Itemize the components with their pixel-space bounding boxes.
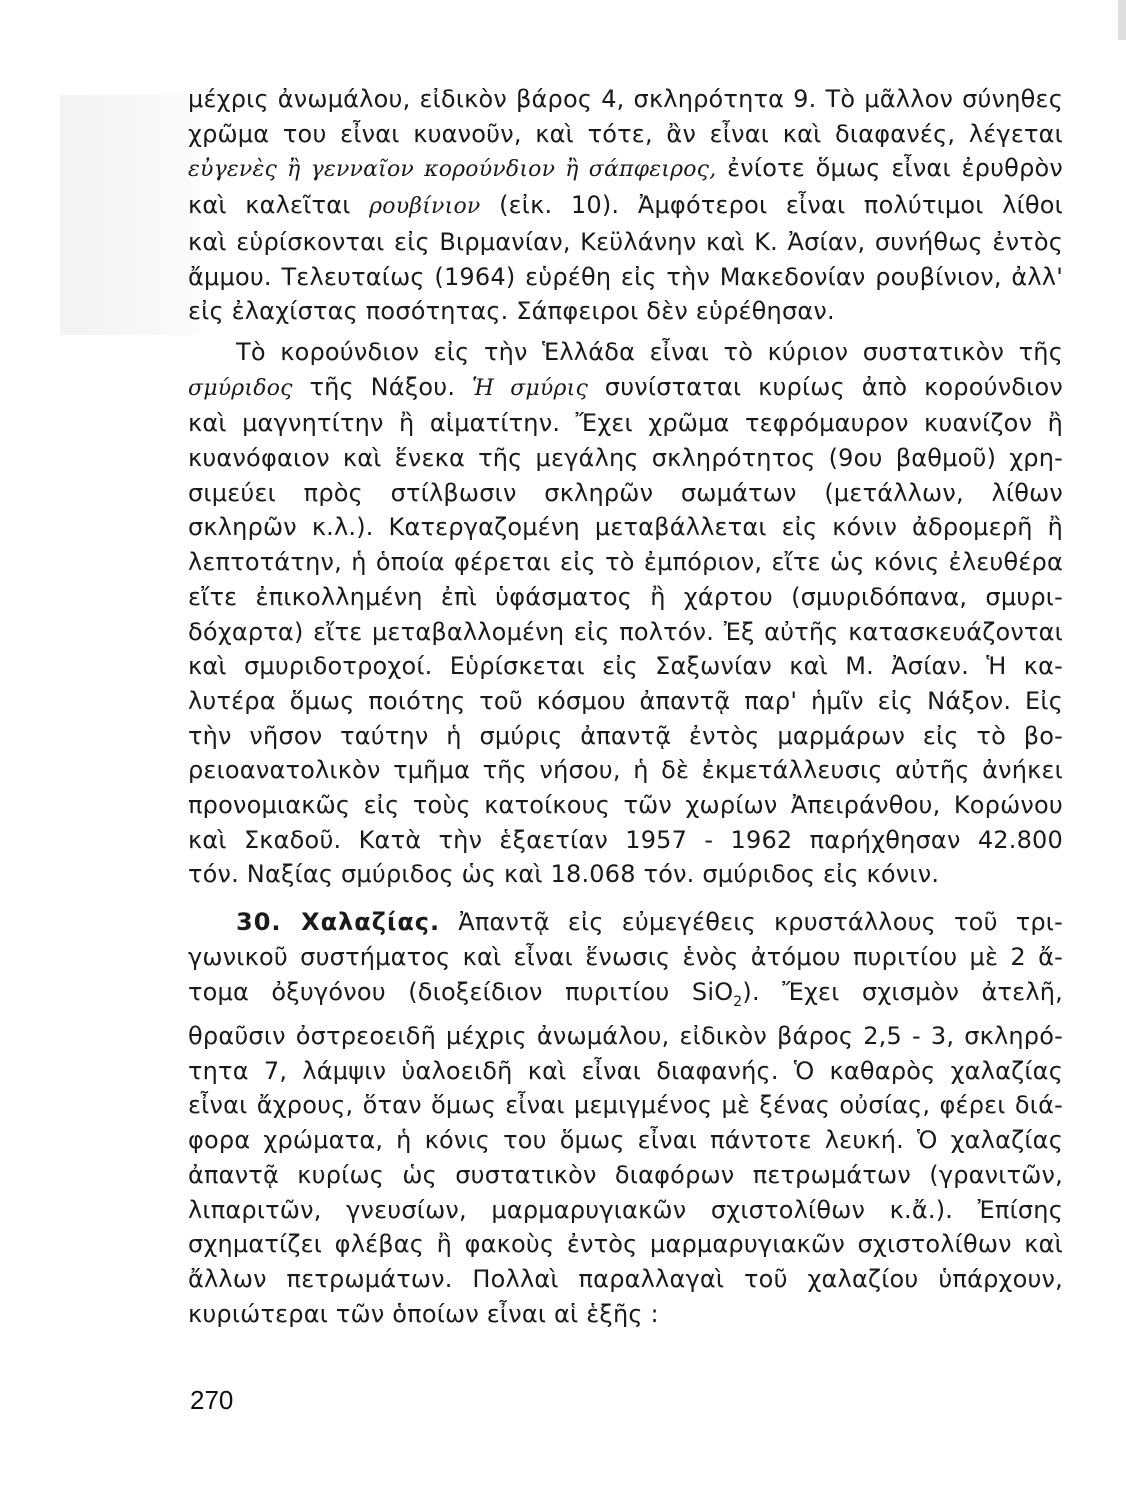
text-span: καὶ καλεῖται — [188, 191, 370, 220]
text-line: ἄμμου. Τελευταίως (1964) εὑρέθη εἰς τὴν Μακεδονίαν ρουβίνιον, ἀλλ' — [188, 262, 1063, 291]
text-line — [188, 151, 1063, 188]
text-line: θραῦσιν ὀστρεοειδῆ μέχρις ἀνωμάλου, εἰδικὸν βάρος 2,5 - 3, σκληρό- — [188, 1022, 1063, 1051]
italic-term: ρουβίνιον — [369, 194, 481, 220]
italic-term: σμύριδος — [188, 375, 293, 401]
text-line: εἴτε ἐπικολλημένη ἐπὶ ὑφάσματος ἢ χάρτου (σμυριδόπανα, σμυρι- — [188, 582, 1063, 611]
text-line: τὴν νῆσον ταύτην ἡ σμύρις ἀπαντᾷ ἐντὸς μαρμάρων εἰς τὸ βο- — [188, 721, 1063, 750]
text-line: χρῶμα του εἶναι κυανοῦν, καὶ τότε, ἂν εἶναι καὶ διαφανές, λέγεται — [188, 119, 1063, 148]
text-span: τῆς Νάξου. — [292, 372, 473, 401]
text-line: καὶ εὑρίσκονται εἰς Βιρμανίαν, Κεϋλάνην καὶ Κ. Ἀσίαν, συνήθως ἐντὸς — [188, 227, 1063, 256]
text-line: εἰς ἐλαχίστας ποσότητας. Σάπφειροι δὲν εὑρέθησαν. — [188, 297, 835, 326]
subscript: 2 — [733, 993, 743, 1010]
paragraph-corundum-continued — [188, 82, 1063, 329]
text-line: καὶ Σκαδοῦ. Κατὰ τὴν ἑξαετίαν 1957 - 1962 παρήχθησαν 42.800 — [188, 825, 1063, 854]
section-heading: 30. Χαλαζίας. — [236, 908, 441, 937]
text-line: μέχρις ἀνωμάλου, εἰδικὸν βάρος 4, σκληρότητα 9. Τὸ μᾶλλον σύνηθες — [188, 85, 1063, 113]
text-line: κυανόφαιον καὶ ἕνεκα τῆς μεγάλης σκληρότητος (9ου βαθμοῦ) χρη- — [188, 444, 1063, 473]
text-line: Τὸ κορούνδιον εἰς τὴν Ἑλλάδα εἶναι τὸ κύριον συστατικὸν τῆς — [236, 337, 1063, 366]
italic-term: Ἡ σμύρις — [472, 375, 588, 401]
paragraph-emery — [188, 335, 1063, 892]
bleed-through-shadow — [60, 95, 200, 335]
text-line: γωνικοῦ συστήματος καὶ εἶναι ἕνωσις ἑνὸς ἀτόμου πυριτίου μὲ 2 ἄ- — [188, 942, 1063, 971]
text-line: σχηματίζει φλέβας ἢ φακοὺς ἐντὸς μαρμαρυγιακῶν σχιστολίθων καὶ — [188, 1230, 1063, 1259]
text-span: τομα ὀξυγόνου (διοξείδιον πυριτίου SiO — [188, 977, 734, 1006]
text-line: τητα 7, λάμψιν ὑαλοειδῆ καὶ εἶναι διαφανής. Ὁ καθαρὸς χαλαζίας — [188, 1056, 1063, 1085]
text-line: εἶναι ἄχρους, ὅταν ὅμως εἶναι μεμιγμένος μὲ ξένας οὐσίας, φέρει διά- — [188, 1091, 1063, 1120]
page-edge — [1118, 0, 1126, 40]
text-line: κυριώτεραι τῶν ὁποίων εἶναι αἱ ἑξῆς : — [188, 1299, 659, 1328]
text-line: ρειοανατολικὸν τμῆμα τῆς νήσου, ἡ δὲ ἐκμετάλλευσις αὐτῆς ἀνήκει — [188, 756, 1063, 785]
text-line — [188, 370, 1063, 407]
text-line — [188, 905, 1063, 940]
italic-term: εὐγενὲς ἢ γενναῖον κορούνδιον ἢ σάπφειρος, — [188, 157, 717, 183]
text-line: προνομιακῶς εἰς τοὺς κατοίκους τῶν χωρίων Ἀπειράνθου, Κορώνου — [188, 791, 1063, 820]
text-line: σιμεύει πρὸς στίλβωσιν σκληρῶν σωμάτων (μετάλλων, λίθων — [188, 478, 1063, 507]
text-span: ἐνίοτε ὅμως εἶναι ἐρυθρὸν — [716, 154, 1063, 183]
page-body — [188, 82, 1063, 1331]
text-line: ἄλλων πετρωμάτων. Πολλαὶ παραλλαγαὶ τοῦ χαλαζίου ὑπάρχουν, — [188, 1265, 1063, 1293]
text-line: λιπαριτῶν, γνευσίων, μαρμαρυγιακῶν σχιστολίθων κ.ἄ.). Ἐπίσης — [188, 1195, 1063, 1224]
text-line: λεπτοτάτην, ἡ ὁποία φέρεται εἰς τὸ ἐμπόριον, εἴτε ὡς κόνις ἐλευθέρα — [188, 548, 1063, 577]
text-line: ἀπαντᾷ κυρίως ὡς συστατικὸν διαφόρων πετρωμάτων (γρανιτῶν, — [188, 1160, 1063, 1189]
text-line — [188, 188, 1063, 225]
text-line: σκληρῶν κ.λ.). Κατεργαζομένη μεταβάλλεται εἰς κόνιν ἀδρομερῆ ἢ — [188, 513, 1063, 542]
text-line: τόν. Ναξίας σμύριδος ὡς καὶ 18.068 τόν. σμύριδος εἰς κόνιν. — [188, 860, 940, 889]
text-line — [188, 975, 1063, 1020]
text-span: Ἀπαντᾷ εἰς εὐμεγέθεις κρυστάλλους τοῦ τρι- — [440, 908, 1063, 937]
text-line: δόχαρτα) εἴτε μεταβαλλομένη εἰς πολτόν. Ἐξ αὐτῆς κατασκευάζονται — [188, 617, 1063, 646]
text-span: (εἰκ. 10). Ἀμφότεροι εἶναι πολύτιμοι λίθοι — [480, 191, 1063, 220]
section-30-quartz — [188, 905, 1063, 1331]
text-line: λυτέρα ὅμως ποιότης τοῦ κόσμου ἀπαντᾷ παρ' ἡμῖν εἰς Νάξον. Εἰς — [188, 686, 1063, 715]
text-line: φορα χρώματα, ἡ κόνις του ὅμως εἶναι πάντοτε λευκή. Ὁ χαλαζίας — [188, 1126, 1063, 1155]
page-number: 270 — [190, 1385, 234, 1415]
text-line: καὶ μαγνητίτην ἢ αἱματίτην. Ἔχει χρῶμα τεφρόμαυρον κυανίζον ἢ — [188, 409, 1063, 438]
text-span: συνίσταται κυρίως ἀπὸ κορούνδιον — [588, 372, 1063, 401]
text-line: καὶ σμυριδοτροχοί. Εὑρίσκεται εἰς Σαξωνίαν καὶ Μ. Ἀσίαν. Ἡ κα- — [188, 652, 1063, 681]
text-span: ). Ἔχει σχισμὸν ἀτελῆ, — [742, 977, 1063, 1006]
